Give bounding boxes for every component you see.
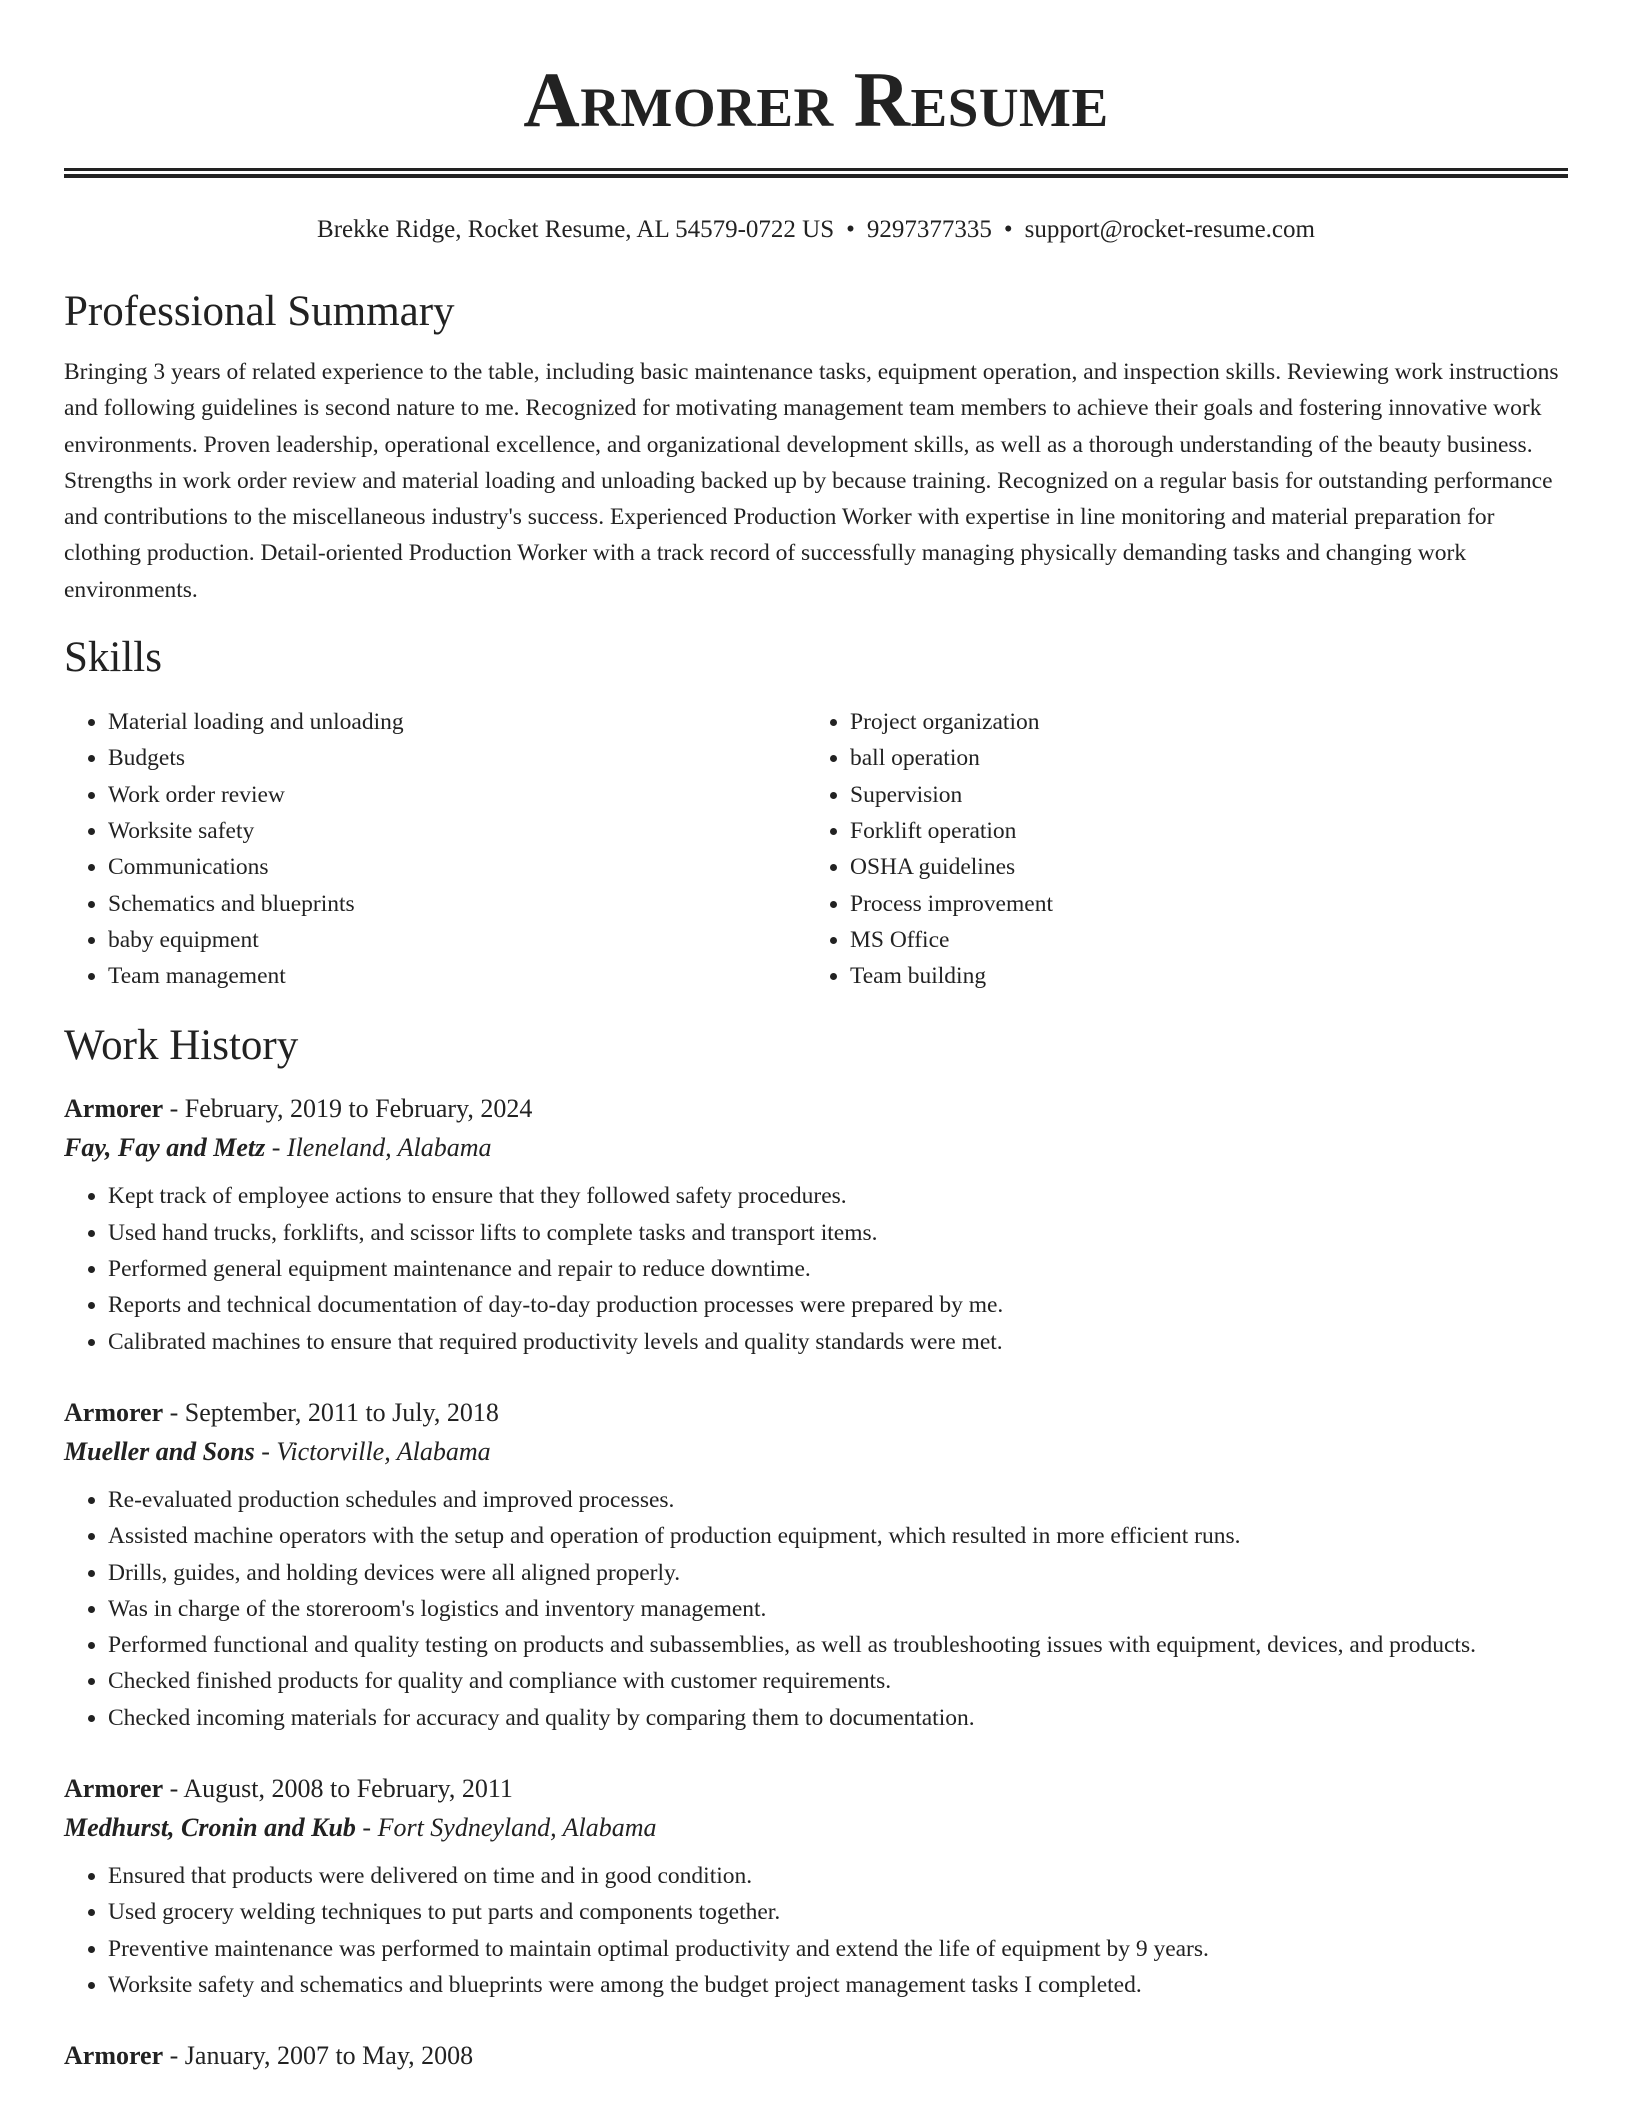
- skill-item: • Supervision: [850, 777, 1548, 813]
- job-bullet: • Used grocery welding techniques to put parts and components together.: [108, 1894, 1568, 1930]
- job-company: Mueller and Sons: [64, 1436, 255, 1466]
- skill-item: • Process improvement: [850, 886, 1548, 922]
- job-title: Armorer: [64, 1397, 164, 1427]
- job-company: Fay, Fay and Metz: [64, 1133, 266, 1163]
- job-bullets: [64, 1178, 1568, 1359]
- skill-item: • Schematics and blueprints: [108, 886, 806, 922]
- job-title-line: [64, 1090, 1568, 1128]
- job-bullet: • Kept track of employee actions to ensure that they followed safety procedures.: [108, 1178, 1568, 1214]
- job-title-line: [64, 2037, 1568, 2075]
- job-title: Armorer: [64, 1094, 164, 1124]
- job-bullets: [64, 1858, 1568, 2003]
- job-bullets: [64, 1482, 1568, 1736]
- job-entry: [64, 2037, 1568, 2075]
- job-bullet: • Assisted machine operators with the setup and operation of production equipment, which resulted in more efficient runs.: [108, 1518, 1568, 1554]
- job-location: - Ileneland, Alabama: [265, 1133, 492, 1163]
- skills-heading: Skills: [64, 634, 162, 682]
- job-entry: [64, 1090, 1568, 1359]
- skill-item: • ball operation: [850, 740, 1548, 776]
- skill-item: • baby equipment: [108, 922, 806, 958]
- contact-separator: •: [1003, 216, 1013, 243]
- job-dates: - February, 2019 to February, 2024: [163, 1094, 533, 1124]
- job-bullet: • Used hand trucks, forklifts, and scissor lifts to complete tasks and transport items.: [108, 1215, 1568, 1251]
- job-title: Armorer: [64, 2041, 164, 2071]
- contact-address: Brekke Ridge, Rocket Resume, AL 54579-0722 US: [317, 216, 835, 243]
- job-bullet: • Drills, guides, and holding devices were all aligned properly.: [108, 1555, 1568, 1591]
- job-title-line: [64, 1394, 1568, 1432]
- skills-column-left: [64, 704, 806, 994]
- skill-item: • MS Office: [850, 922, 1548, 958]
- job-dates: - January, 2007 to May, 2008: [163, 2041, 474, 2071]
- job-bullet: • Worksite safety and schematics and blueprints were among the budget project management tasks I completed.: [108, 1967, 1568, 2003]
- skill-item: • Work order review: [108, 777, 806, 813]
- summary-text: Bringing 3 years of related experience to the table, including basic maintenance tasks, equipment operation, and inspection skills. Reviewing work instructions and following guidelines is second nature to me. Recognized for motivating management team members to achieve their goals and fostering innovative work environments. Proven leadership, operational excellence, and organizational development skills, as well as a thorough understanding of the beauty business. Strengths in work order review and material loading and unloading backed up by because training. Recognized on a regular basis for outstanding performance and contributions to the miscellaneous industry's success. Experienced Production Worker with expertise in line monitoring and material preparation for clothing production. Detail-oriented Production Worker with a track record of successfully managing physically demanding tasks and changing work environments.: [64, 359, 1559, 603]
- job-bullet: • Checked incoming materials for accuracy and quality by comparing them to documentation.: [108, 1700, 1568, 1736]
- job-bullet: • Performed functional and quality testing on products and subassemblies, as well as troubleshooting issues with equipment, devices, and products.: [108, 1627, 1568, 1663]
- skill-item: • Communications: [108, 849, 806, 885]
- job-entry: [64, 1394, 1568, 1736]
- job-dates: - August, 2008 to February, 2011: [163, 1774, 513, 1804]
- job-bullet: • Ensured that products were delivered on time and in good condition.: [108, 1858, 1568, 1894]
- job-bullet: • Re-evaluated production schedules and improved processes.: [108, 1482, 1568, 1518]
- skill-item: • Budgets: [108, 740, 806, 776]
- job-bullet: • Preventive maintenance was performed to maintain optimal productivity and extend the life of equipment by 9 years.: [108, 1931, 1568, 1967]
- job-bullet: • Reports and technical documentation of day-to-day production processes were prepared by me.: [108, 1287, 1568, 1323]
- job-company: Medhurst, Cronin and Kub: [64, 1813, 356, 1843]
- skill-item: • Team management: [108, 958, 806, 994]
- skill-item: • Forklift operation: [850, 813, 1548, 849]
- skill-item: • Team building: [850, 958, 1548, 994]
- resume-title: Armorer Resume: [523, 56, 1109, 143]
- job-bullet: • Calibrated machines to ensure that required productivity levels and quality standards were met.: [108, 1324, 1568, 1360]
- skill-item: • Worksite safety: [108, 813, 806, 849]
- summary-heading: Professional Summary: [64, 288, 455, 335]
- job-bullet: • Checked finished products for quality and compliance with customer requirements.: [108, 1663, 1568, 1699]
- contact-separator: •: [846, 216, 855, 243]
- title-double-rule: [64, 168, 1568, 178]
- skills-list: [64, 704, 1568, 994]
- job-dates: - September, 2011 to July, 2018: [163, 1397, 499, 1427]
- job-title: Armorer: [64, 1774, 164, 1804]
- contact-email: support@rocket-resume.com: [1024, 216, 1315, 243]
- resume-page: [64, 0, 1568, 2075]
- skill-item: • OSHA guidelines: [850, 849, 1548, 885]
- job-title-line: [64, 1770, 1568, 1808]
- job-company-line: [64, 1432, 1568, 1472]
- skill-item: • Project organization: [850, 704, 1548, 740]
- job-entry: [64, 1770, 1568, 2003]
- contact-line: [64, 214, 1568, 246]
- contact-phone: 9297377335: [866, 216, 992, 243]
- job-location: - Fort Sydneyland, Alabama: [355, 1813, 657, 1843]
- skills-column-right: [806, 704, 1548, 994]
- job-company-line: [64, 1128, 1568, 1168]
- job-company-line: [64, 1808, 1568, 1848]
- work-history-heading: Work History: [64, 1022, 299, 1070]
- job-bullet: • Was in charge of the storeroom's logistics and inventory management.: [108, 1591, 1568, 1627]
- job-location: - Victorville, Alabama: [254, 1436, 491, 1466]
- job-bullet: • Performed general equipment maintenance and repair to reduce downtime.: [108, 1251, 1568, 1287]
- skill-item: • Material loading and unloading: [108, 704, 806, 740]
